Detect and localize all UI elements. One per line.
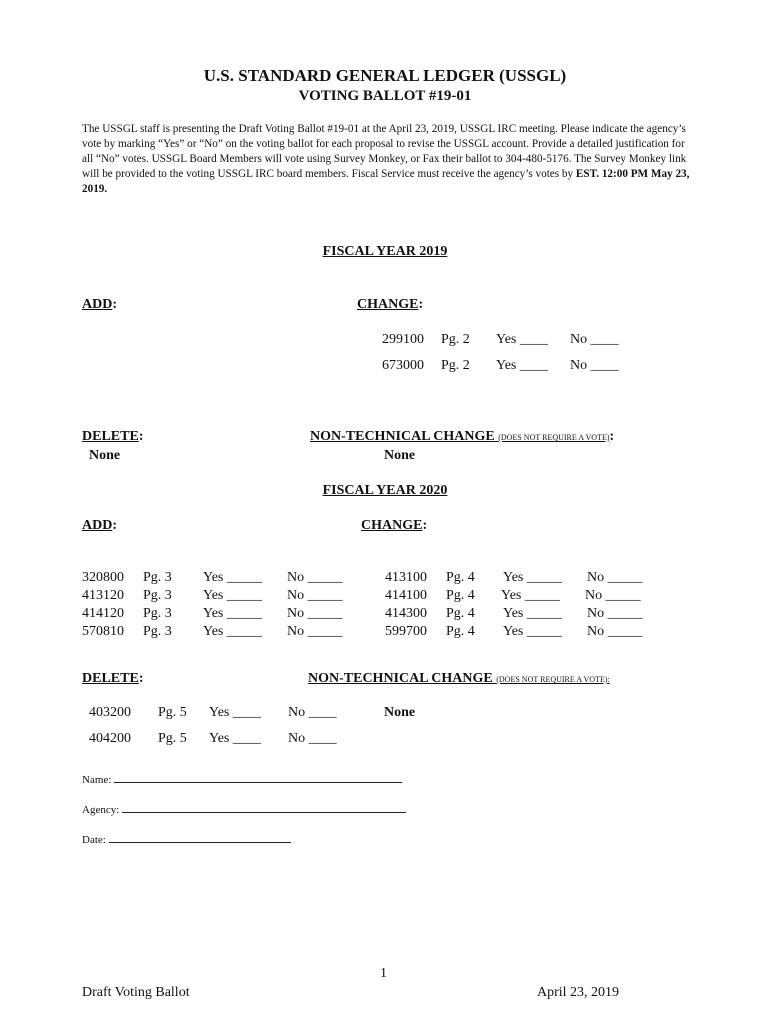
vote-yes-field[interactable]: Yes _____	[203, 624, 262, 639]
table-row: 404200	[89, 731, 131, 746]
fy2019-add-header: ADD:	[82, 297, 118, 312]
vote-no-field[interactable]: No _____	[587, 570, 643, 585]
vote-no-field[interactable]: No _____	[287, 588, 343, 603]
page-ref: Pg. 4	[446, 588, 475, 603]
vote-no-field[interactable]: No ____	[288, 731, 337, 746]
table-row: 413120	[82, 588, 124, 603]
page-ref: Pg. 3	[143, 588, 172, 603]
page-ref: Pg. 2	[441, 332, 470, 347]
fy2019-change-header: CHANGE:	[357, 297, 424, 312]
page-ref: Pg. 4	[446, 606, 475, 621]
table-row: 414120	[82, 606, 124, 621]
fy2020-change-header: CHANGE:	[361, 518, 428, 533]
vote-no-field[interactable]: No _____	[585, 588, 641, 603]
page-number: 1	[380, 966, 387, 981]
vote-yes-field[interactable]: Yes ____	[496, 332, 548, 347]
page-ref: Pg. 5	[158, 731, 187, 746]
footer-left: Draft Voting Ballot	[82, 985, 190, 1000]
page-ref: Pg. 4	[446, 570, 475, 585]
fy2019-nontech-value: None	[384, 448, 416, 463]
vote-yes-field[interactable]: Yes ____	[496, 358, 548, 373]
vote-yes-field[interactable]: Yes ____	[209, 731, 261, 746]
vote-no-field[interactable]: No _____	[587, 624, 643, 639]
vote-no-field[interactable]: No ____	[570, 332, 619, 347]
table-row: 414300	[385, 606, 427, 621]
table-row: 570810	[82, 624, 124, 639]
intro-deadline: EST. 12:00 PM May 23, 2019.	[82, 168, 690, 195]
intro-paragraph	[82, 122, 692, 197]
table-row: 673000	[382, 358, 424, 373]
page-ref: Pg. 3	[143, 606, 172, 621]
table-row: 413100	[385, 570, 427, 585]
page-ref: Pg. 4	[446, 624, 475, 639]
document-title: U.S. STANDARD GENERAL LEDGER (USSGL)	[203, 66, 567, 85]
vote-no-field[interactable]: No ____	[570, 358, 619, 373]
vote-yes-field[interactable]: Yes _____	[501, 588, 560, 603]
vote-no-field[interactable]: No _____	[287, 606, 343, 621]
table-row: 320800	[82, 570, 124, 585]
name-line[interactable]: Name:	[82, 772, 402, 786]
agency-line[interactable]: Agency:	[82, 802, 406, 816]
vote-yes-field[interactable]: Yes _____	[203, 588, 262, 603]
page-ref: Pg. 3	[143, 570, 172, 585]
vote-yes-field[interactable]: Yes _____	[503, 624, 562, 639]
fy2019-heading: FISCAL YEAR 2019	[322, 244, 448, 259]
fy2020-add-header: ADD:	[82, 518, 118, 533]
vote-yes-field[interactable]: Yes _____	[203, 570, 262, 585]
fy2020-heading: FISCAL YEAR 2020	[322, 483, 448, 498]
table-row: 599700	[385, 624, 427, 639]
vote-yes-field[interactable]: Yes _____	[203, 606, 262, 621]
vote-yes-field[interactable]: Yes _____	[503, 606, 562, 621]
fy2020-delete-header: DELETE:	[82, 671, 144, 686]
table-row: 403200	[89, 705, 131, 720]
fy2019-delete-value: None	[89, 448, 121, 463]
page-ref: Pg. 2	[441, 358, 470, 373]
vote-no-field[interactable]: No ____	[288, 705, 337, 720]
table-row: 414100	[385, 588, 427, 603]
footer-date: April 23, 2019	[537, 985, 620, 1000]
fy2019-nontech-header: NON-TECHNICAL CHANGE (DOES NOT REQUIRE A VOTE):	[310, 429, 615, 444]
page-ref: Pg. 5	[158, 705, 187, 720]
vote-yes-field[interactable]: Yes _____	[503, 570, 562, 585]
fy2019-delete-header: DELETE:	[82, 429, 144, 444]
fy2020-nontech-header: NON-TECHNICAL CHANGE (DOES NOT REQUIRE A VOTE):	[308, 671, 610, 686]
vote-yes-field[interactable]: Yes ____	[209, 705, 261, 720]
vote-no-field[interactable]: No _____	[287, 624, 343, 639]
page-ref: Pg. 3	[143, 624, 172, 639]
table-row: 299100	[382, 332, 424, 347]
vote-no-field[interactable]: No _____	[287, 570, 343, 585]
intro-text: The USSGL staff is presenting the Draft Voting Ballot #19-01 at the April 23, 2019, USSGL IRC meeting. Please indicate the agency’s vote by marking “Yes” or “No” on the voting ballot for each proposal to revise the USSGL account. Provide a detailed justification for all “No” votes. USSGL Board Members will vote using Survey Monkey, or Fax their ballot to 304-480-5176. The Survey Monkey link will be provided to the voting USSGL IRC board members. Fiscal Service must receive the agency’s votes by	[82, 123, 687, 180]
ballot-number: VOTING BALLOT #19-01	[298, 88, 472, 104]
vote-no-field[interactable]: No _____	[587, 606, 643, 621]
date-line[interactable]: Date:	[82, 832, 291, 846]
fy2020-nontech-value: None	[384, 705, 416, 720]
